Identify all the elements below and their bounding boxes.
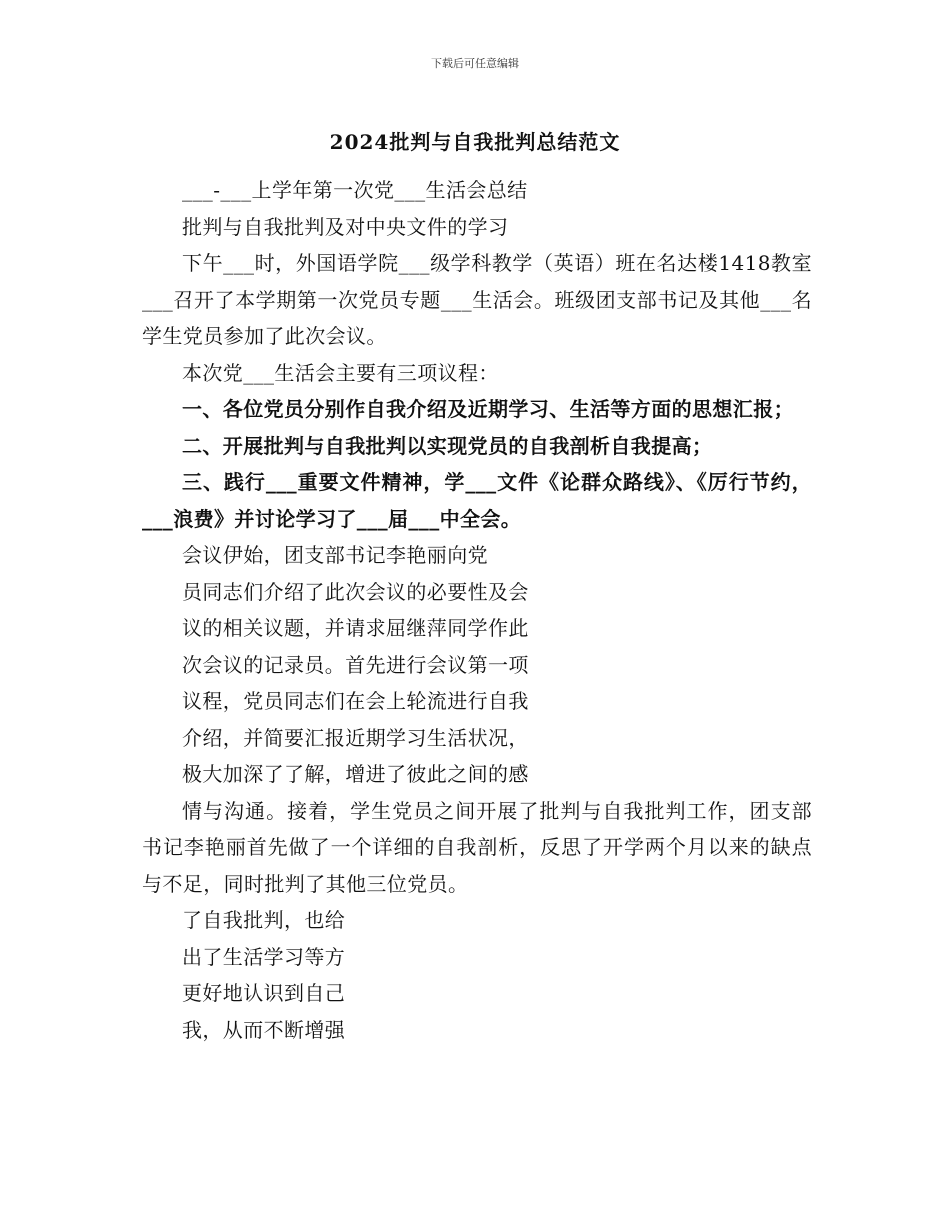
paragraph-meeting-intro: 下午___时，外国语学院___级学科教学（英语）班在名达楼1418教室___召开了本学期第一次党员专题___生活会。班级团支部书记及其他___名学生党员参加了此次会议。 xyxy=(142,251,812,348)
paragraph-line: 议的相关议题，并请求屈继萍同学作此 xyxy=(182,616,529,640)
paragraph-fragment: 更好地认识到自己 xyxy=(182,981,346,1005)
header-note: 下载后可任意编辑 xyxy=(431,57,519,70)
document-title: 2024批判与自我批判总结范文 xyxy=(329,130,621,154)
agenda-item-2: 二、开展批判与自我批判以实现党员的自我剖析自我提高； xyxy=(182,433,713,458)
agenda-item-3: 三、践行___重要文件精神，学___文件《论群众路线》、《厉行节约，___浪费》并讨论学习了___届___中全会。 xyxy=(142,470,812,531)
paragraph-criticism: 情与沟通。接着，学生党员之间开展了批判与自我批判工作，团支部书记李艳丽首先做了一个详细的自我剖析，反思了开学两个月以来的缺点与不足，同时批判了其他三位党员。 xyxy=(142,798,812,896)
paragraph-subtitle: ___-___上学年第一次党___生活会总结 xyxy=(182,178,528,202)
paragraph-line: 次会议的记录员。首先进行会议第一项 xyxy=(182,652,529,677)
paragraph-agenda-intro: 本次党___生活会主要有三项议程： xyxy=(182,360,499,385)
paragraph-fragment: 出了生活学习等方 xyxy=(182,944,346,969)
paragraph-fragment: 了自我批判，也给 xyxy=(182,908,346,932)
agenda-item-1: 一、各位党员分别作自我介绍及近期学习、生活等方面的思想汇报； xyxy=(182,397,794,421)
paragraph-fragment: 我，从而不断增强 xyxy=(182,1017,346,1042)
paragraph-topic: 批判与自我批判及对中央文件的学习 xyxy=(182,214,509,239)
paragraph-line: 极大加深了了解，增进了彼此之间的感 xyxy=(182,762,529,786)
paragraph-line: 会议伊始，团支部书记李艳丽向党 xyxy=(182,543,488,567)
paragraph-line: 议程，党员同志们在会上轮流进行自我 xyxy=(182,689,529,713)
paragraph-line: 员同志们介绍了此次会议的必要性及会 xyxy=(182,579,529,604)
document-body xyxy=(142,172,812,1048)
paragraph-line: 介绍，并简要汇报近期学习生活状况， xyxy=(182,725,529,750)
